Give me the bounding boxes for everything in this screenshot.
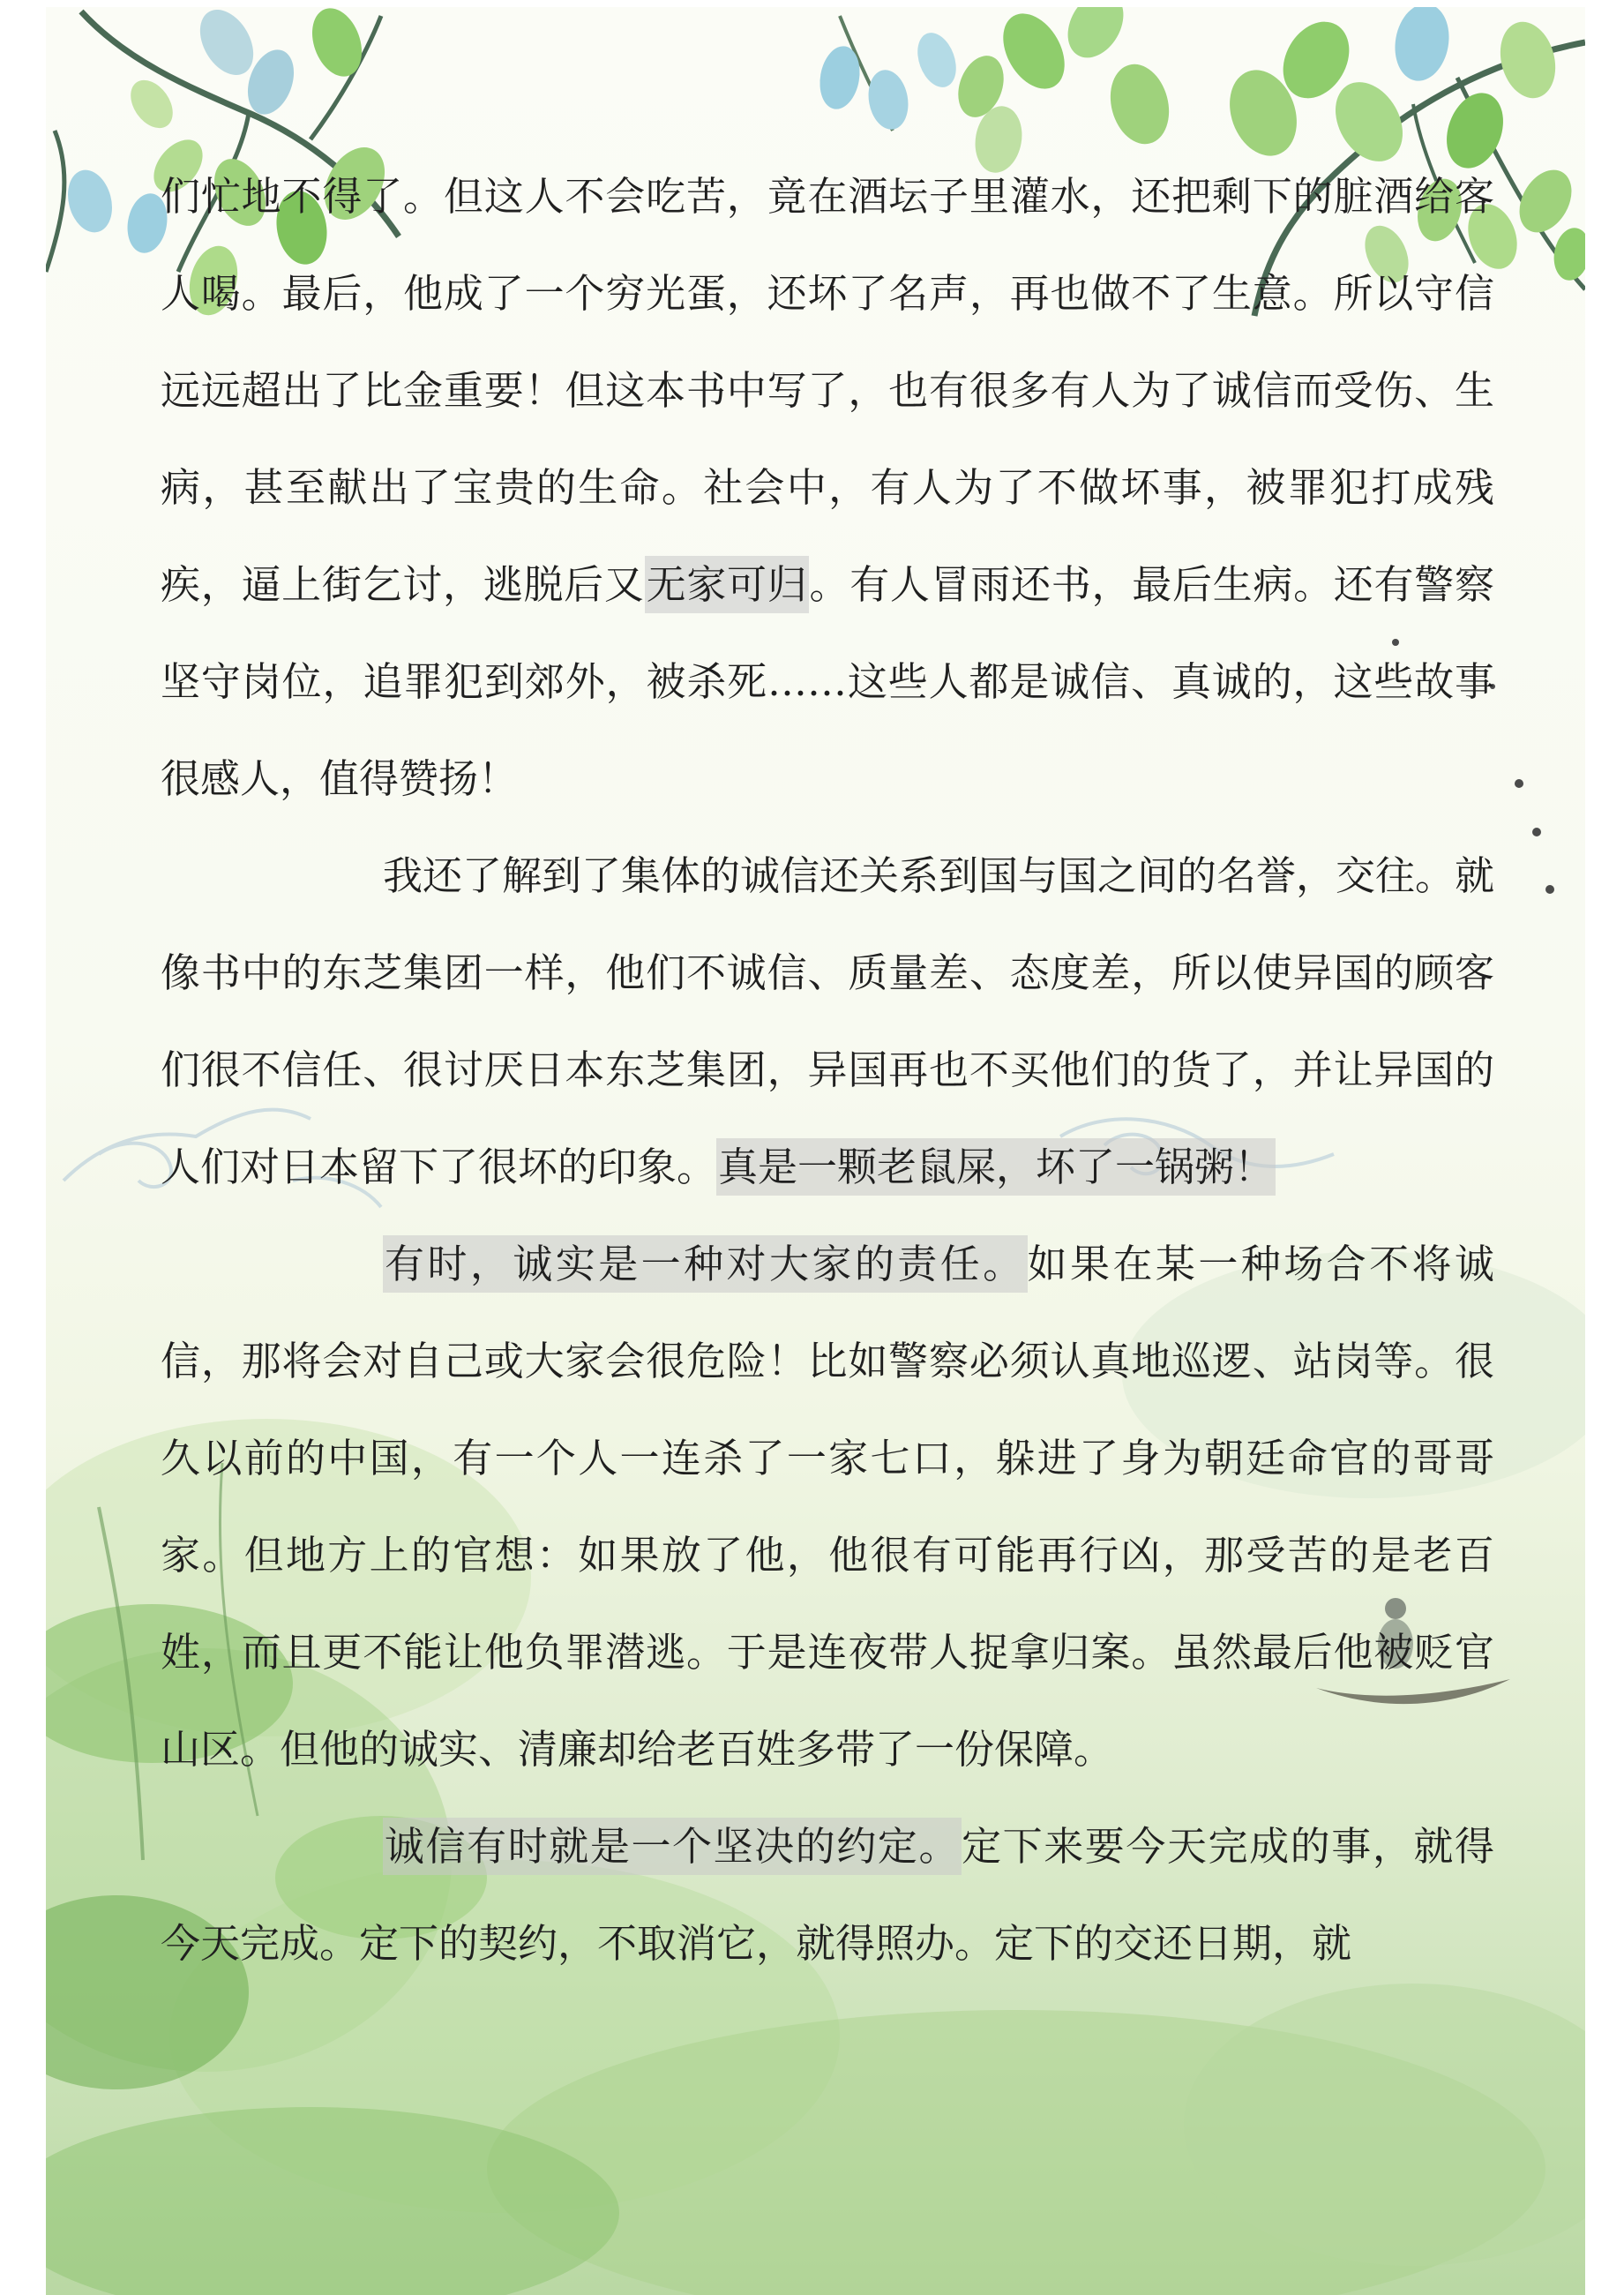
text-run: 定下来要今天完成的事，就得今天完成。定下的契约，不取消它，就得照办。定下的交还日期，就 [161,1823,1494,1967]
paragraph [161,148,1494,828]
highlighted-text: 诚信有时就是一个坚决的约定。 [383,1818,962,1875]
paragraph [161,1798,1494,1992]
highlighted-text: 有时，诚实是一种对大家的责任。 [383,1235,1028,1293]
document-page [46,7,1585,2295]
paragraph [161,1216,1494,1798]
text-run: 如果在某一种场合不将诚信，那将会对自己或大家会很危险！比如警察必须认真地巡逻、站岗等。很久以前的中国，有一个人一连杀了一家七口，躲进了身为朝廷命官的哥哥家。但地方上的官想：如果放了他，他很有可能再行凶，那受苦的是老百姓，而且更不能让他负罪潜逃。于是连夜带人捉拿归案。虽然最后他被贬官山区。但他的诚实、清廉却给老百姓多带了一份保障。 [161,1241,1494,1773]
text-run: 我还了解到了集体的诚信还关系到国与国之间的名誉，交往。就像书中的东芝集团一样，他们不诚信、质量差、态度差，所以使异国的顾客们很不信任、很讨厌日本东芝集团，异国再也不买他们的货了，并让异国的人们对日本留下了很坏的印象。 [161,852,1495,1190]
text-run: 们忙地不得了。但这人不会吃苦，竟在酒坛子里灌水，还把剩下的脏酒给客人喝。最后，他成了一个穷光蛋，还坏了名声，再也做不了生意。所以守信远远超出了比金重要！但这本书中写了，也有很多有人为了诚信而受伤、生病，甚至献出了宝贵的生命。社会中，有人为了不做坏事，被罪犯打成残疾，逼上街乞讨，逃脱后又 [161,173,1494,608]
body-text [161,148,1494,1992]
paragraph [161,828,1494,1216]
highlighted-text: 无家可归 [645,556,810,613]
text-run: 。有人冒雨还书，最后生病。还有警察坚守岗位，追罪犯到郊外，被杀死……这些人都是诚信、真诚的，这些故事很感人，值得赞扬！ [161,561,1494,802]
highlighted-text: 真是一颗老鼠屎，坏了一锅粥！ [716,1138,1276,1196]
